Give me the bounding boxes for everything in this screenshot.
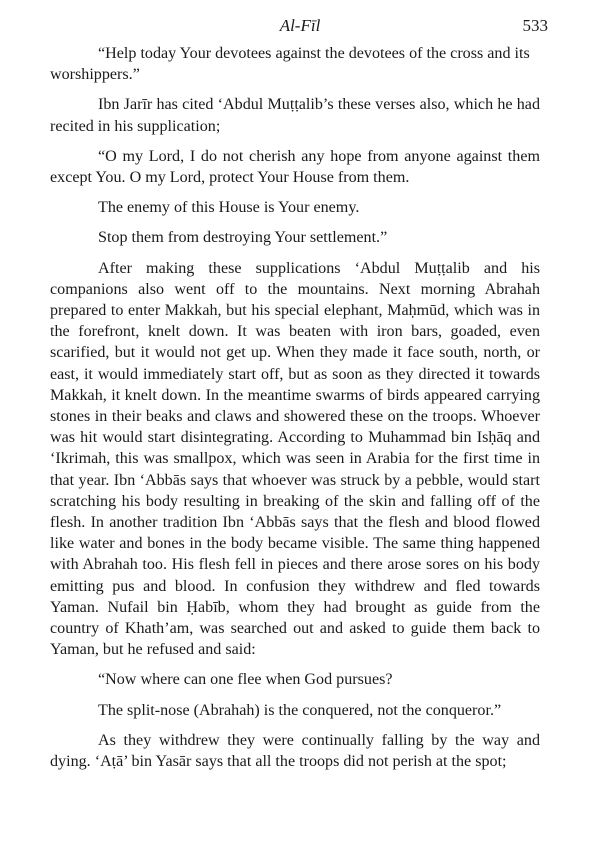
- paragraph-narrative: After making these supplications ‘Abdul Muṭṭalib and his companions also went off to the mountains. Next morning Abrahah prepared to enter Makkah, but his special elephant, Maḥmūd, which was in the forefront, knelt down. It was beaten with iron bars, goaded, even scarified, but it would not get up. When they made it face south, north, or east, it would immediately start off, but as soon as they directed it towards Makkah, it knelt down. In the meantime swarms of birds appeared carrying stones in their beaks and claws and showered these on the troops. Whoever was hit would start disintegrating. According to Muhammad bin Isḥāq and ‘Ikrimah, this was smallpox, which was seen in Arabia for the first time in that year. Ibn ‘Abbās says that whoever was struck by a pebble, would start scratching his body resulting in breaking of the skin and falling off of the flesh. In another tradition Ibn ‘Abbās says that the flesh and blood flowed like water and bones in the body became visible. The same thing happened with Abrahah too. His flesh fell in pieces and there arose sores on his body emitting pus and blood. In confusion they withdrew and fled towards Yaman. Nufail bin Ḥabīb, whom they had brought as guide from the country of Khath’am, was searched out and asked to guide them back to Yaman, but he refused and said:: [50, 259, 540, 659]
- running-head: [0, 14, 600, 38]
- paragraph-supplication: “O my Lord, I do not cherish any hope from anyone against them except You. O my Lord, protect Your House from them.: [50, 147, 540, 187]
- paragraph-ibn-jarir: Ibn Jarīr has cited ‘Abdul Muṭṭalib’s these verses also, which he had recited in his supplication;: [50, 96, 540, 135]
- paragraph-verse-split-nose: The split-nose (Abrahah) is the conquered, not the conqueror.”: [98, 701, 502, 719]
- paragraph-withdrawal: As they withdrew they were continually falling by the way and dying. ‘Aṭā’ bin Yasār says that all the troops did not perish at the spot;: [50, 731, 540, 771]
- paragraph-verse-settlement: Stop them from destroying Your settlement.”: [98, 229, 388, 247]
- body-text: [50, 43, 540, 781]
- page-number: 533: [522, 16, 548, 35]
- paragraph-verse-flee: “Now where can one flee when God pursues?: [98, 671, 393, 689]
- running-title: Al-Fīl: [279, 16, 321, 35]
- paragraph-verse-opening: “Help today Your devotees against the devotees of the cross and its worshippers.”: [50, 45, 530, 84]
- paragraph-verse-enemy: The enemy of this House is Your enemy.: [98, 199, 360, 217]
